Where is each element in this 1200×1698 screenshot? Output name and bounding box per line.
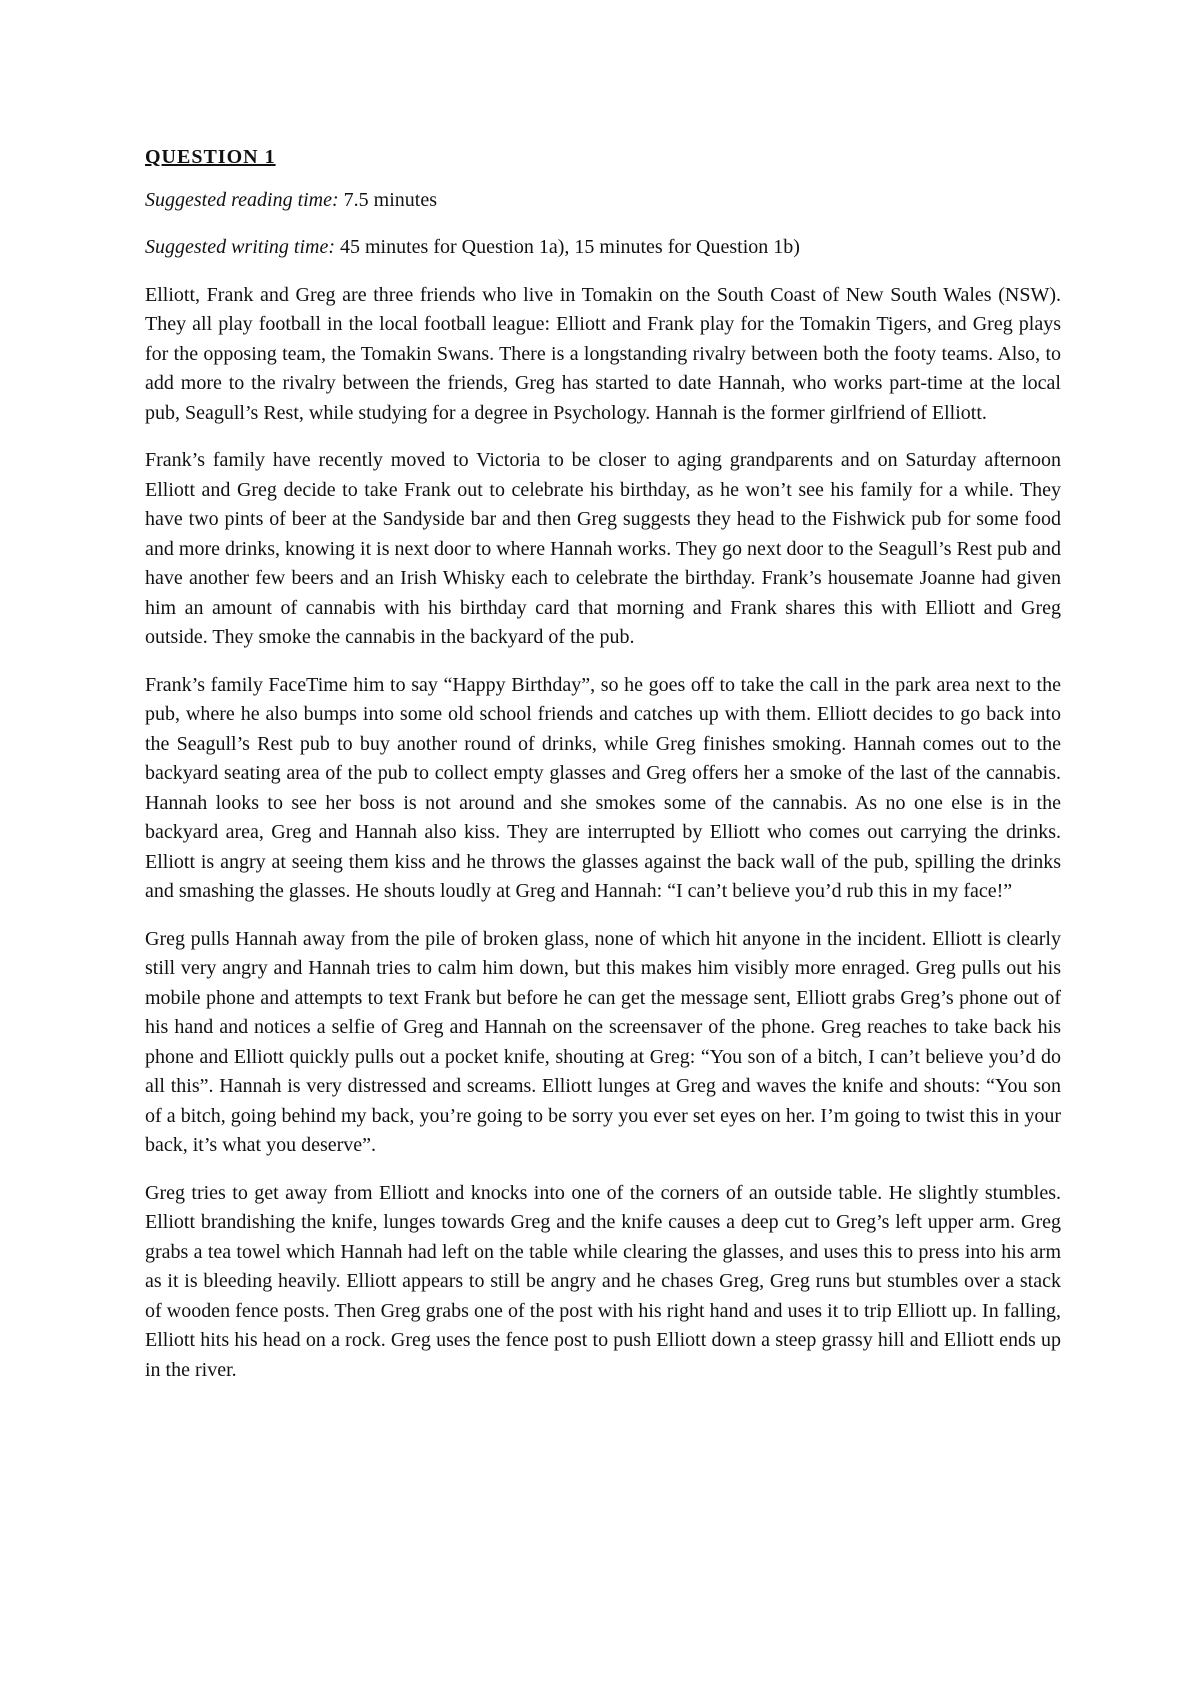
reading-time-value: 7.5 minutes: [338, 188, 438, 211]
reading-time-line: [145, 186, 1061, 216]
writing-time-value: 45 minutes for Question 1a), 15 minutes for Question 1b): [334, 236, 800, 258]
scenario-paragraph-5: Greg tries to get away from Elliott and knocks into one of the corners of an outside table. He slightly stumbles. Elliott brandishing the knife, lunges towards Greg and the knife causes a deep cut to Greg’s left upper arm. Greg grabs a tea towel which Hannah had left on the table while clearing the glasses, and uses this to press into his arm as it is bleeding heavily. Elliott appears to still be angry and he chases Greg, Greg runs but stumbles over a stack of wooden fence posts. Then Greg grabs one of the post with his right hand and uses it to trip Elliott up. In falling, Elliott hits his head on a rock. Greg uses the fence post to push Elliott down a steep grassy hill and Elliott ends up in the river.: [145, 1181, 1061, 1381]
scenario-paragraph-1: Elliott, Frank and Greg are three friends who live in Tomakin on the South Coast of New South Wales (NSW). They all play football in the local football league: Elliott and Frank play for the Tomakin Tigers, and Greg plays for the opposing team, the Tomakin Swans. There is a longstanding rivalry between both the footy teams. Also, to add more to the rivalry between the friends, Greg has started to date Hannah, who works part-time at the local pub, Seagull’s Rest, while studying for a degree in Psychology. Hannah is the former girlfriend of Elliott.: [145, 283, 1061, 424]
reading-time-label: Suggested reading time:: [145, 188, 339, 211]
document-page: [145, 143, 1061, 1403]
writing-time-label: Suggested writing time:: [145, 236, 335, 258]
question-heading: QUESTION 1: [145, 146, 276, 168]
writing-time-line: [145, 233, 1061, 263]
scenario-paragraph-3: Frank’s family FaceTime him to say “Happy Birthday”, so he goes off to take the call in the park area next to the pub, where he also bumps into some old school friends and catches up with them. Elliott decides to go back into the Seagull’s Rest pub to buy another round of drinks, while Greg finishes smoking. Hannah comes out to the backyard seating area of the pub to collect empty glasses and Greg offers her a smoke of the last of the cannabis. Hannah looks to see her boss is not around and she smokes some of the cannabis. As no one else is in the backyard area, Greg and Hannah also kiss. They are interrupted by Elliott who comes out carrying the drinks. Elliott is angry at seeing them kiss and he throws the glasses against the back wall of the pub, spilling the drinks and smashing the glasses. He shouts loudly at Greg and Hannah: “I can’t believe you’d rub this in my face!”: [145, 673, 1061, 902]
scenario-paragraph-2: Frank’s family have recently moved to Victoria to be closer to aging grandparents and on Saturday afternoon Elliott and Greg decide to take Frank out to celebrate his birthday, as he won’t see his family for a while. They have two pints of beer at the Sandyside bar and then Greg suggests they head to the Fishwick pub for some food and more drinks, knowing it is next door to where Hannah works. They go next door to the Seagull’s Rest pub and have another few beers and an Irish Whisky each to celebrate the birthday. Frank’s housemate Joanne had given him an amount of cannabis with his birthday card that morning and Frank shares this with Elliott and Greg outside. They smoke the cannabis in the backyard of the pub.: [145, 449, 1061, 648]
scenario-paragraph-4: Greg pulls Hannah away from the pile of broken glass, none of which hit anyone in the incident. Elliott is clearly still very angry and Hannah tries to calm him down, but this makes him visibly more enraged. Greg pulls out his mobile phone and attempts to text Frank but before he can get the message sent, Elliott grabs Greg’s phone out of his hand and notices a selfie of Greg and Hannah on the screensaver of the phone. Greg reaches to take back his phone and Elliott quickly pulls out a pocket knife, shouting at Greg: “You son of a bitch, I can’t believe you’d do all this”. Hannah is very distressed and screams. Elliott lunges at Greg and waves the knife and shouts: “You son of a bitch, going behind my back, you’re going to be sorry you ever set eyes on her. I’m going to twist this in your back, it’s what you deserve”.: [145, 927, 1061, 1156]
